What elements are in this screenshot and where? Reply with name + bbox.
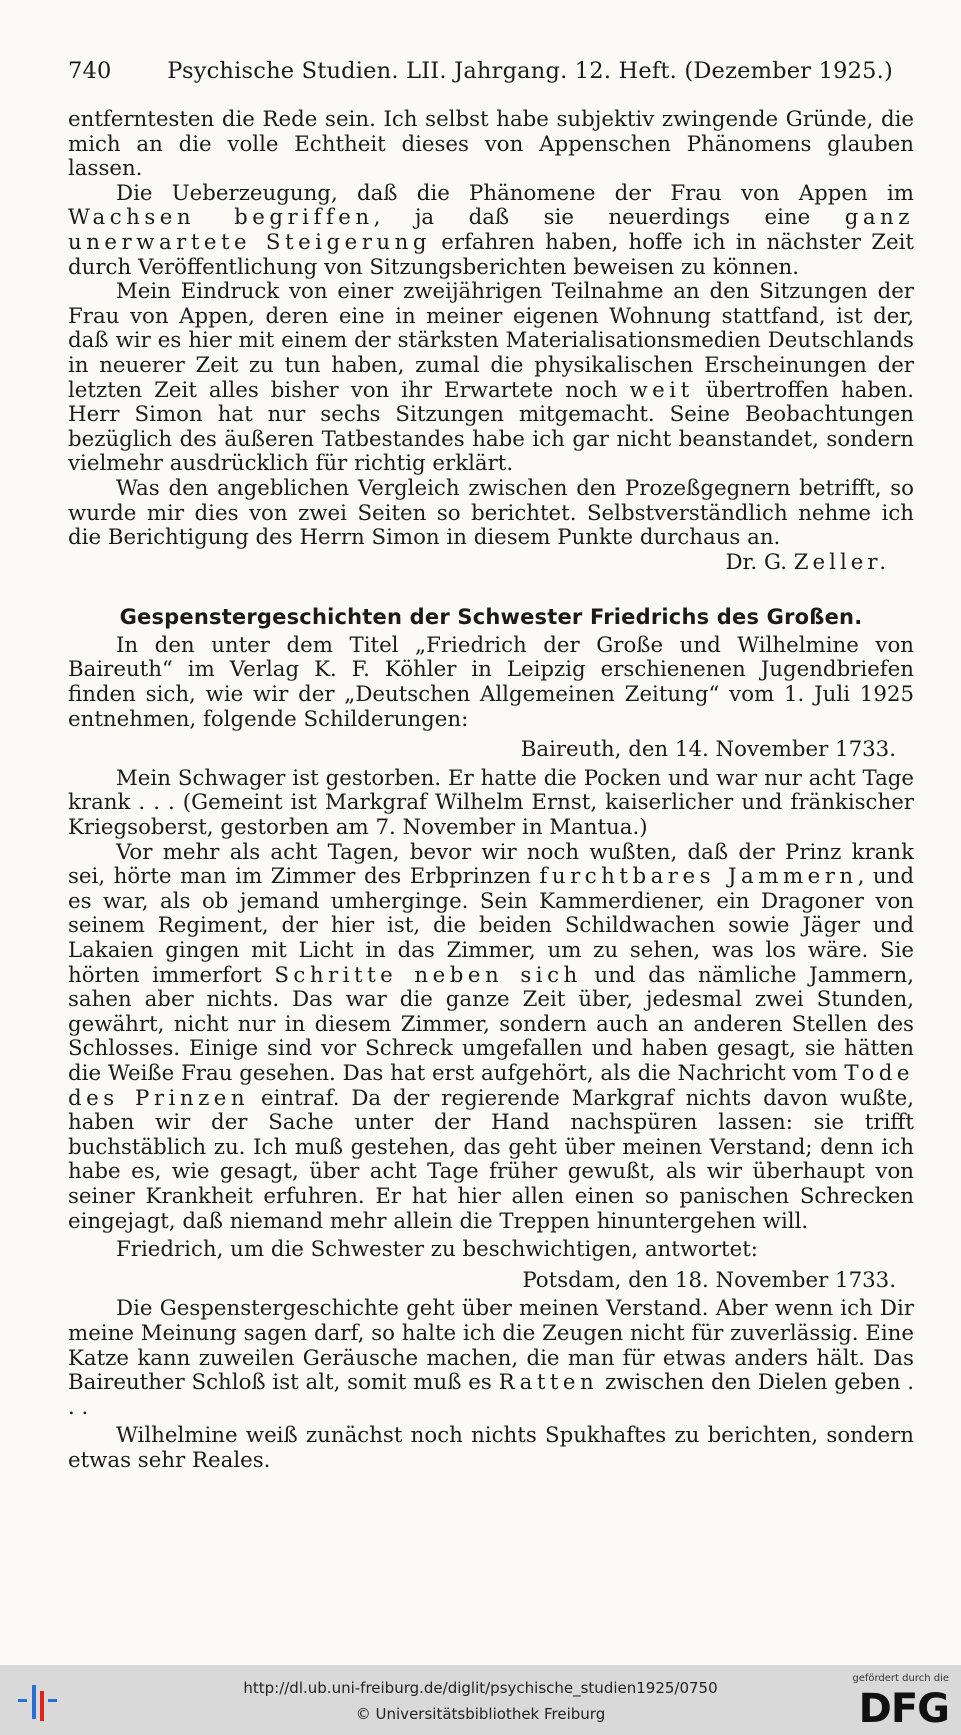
paragraph [68,280,914,477]
signature-name: Zeller. [793,549,890,575]
text-run: Mein Eindruck von einer zweijährigen Teilnahme an den Sitzungen der Frau von Appen, deren eine in meiner eigenen Wohnung stattfand, ist der, daß wir es hier mit einem der stärksten Materialisationsmedien Deutschlands in neuerer Zeit zu tun haben, zumal die physikalischen Erscheinungen der letzten Zeit alles bisher von ihr Erwartete noch [68,279,914,403]
article-body [68,108,914,1473]
funding-note: gefördert durch die [852,1673,949,1684]
spaced-emphasis: furchtbares Jammern [539,864,858,890]
paragraph [68,182,914,280]
letter-dateline: Potsdam, den 18. November 1733. [522,1267,896,1293]
paragraph: In den unter dem Titel „Friedrich der Große und Wilhelmine von Baireuth“ im Verlag K. F. Köhler in Leipzig erschienenen Jugendbriefen finden sich, wie wir der „Deutschen Allgemeinen Zeitung“ vom 1. Juli 1925 entnehmen, folgende Schilderungen: [68,632,914,732]
spaced-emphasis: Tode des Prinzen [68,1060,914,1111]
spaced-emphasis: weit [629,377,694,403]
spaced-emphasis: Schritte neben sich [274,962,582,988]
source-url-link[interactable]: http://dl.ub.uni-freiburg.de/diglit/psychische_studien1925/0750 [243,1679,718,1697]
paragraph [68,841,914,1235]
paragraph [68,1297,914,1420]
dfg-logo: DFG [858,1686,949,1732]
text-run: erfahren haben, hoffe ich in nächster Zeit durch Veröffentlichung von Sitzungsberichten beweisen zu können. [68,229,914,280]
spaced-emphasis: Ratten [498,1370,599,1396]
spaced-emphasis: Wachsen begriffen [68,205,374,231]
paragraph: Friedrich, um die Schwester zu beschwichtigen, antwortet: [116,1237,758,1263]
text-run: zwischen den Dielen geben . . . [68,1370,914,1420]
text-run: und das nämliche Jammern, sahen aber nichts. Das war die ganze Zeit über, jedesmal zwei Stunden, gewährt, nicht nur in diesem Zimmer, sondern auch an anderen Stellen des Schlosses. Einige sind vor Schreck umgefallen und haben gesagt, sie hätten die Weiße Frau gesehen. Das hat erst aufgehört, als die Nachricht vom [68,962,914,1086]
text-run: Die Ueberzeugung, daß die Phänomene der Frau von Appen im [116,180,914,206]
spaced-emphasis: ganz unerwartete Steigerung [68,205,914,255]
paragraph: entferntesten die Rede sein. Ich selbst habe subjektiv zwingende Gründe, die mich an die volle Echtheit dieses von Appenschen Phänomens glauben lassen. [68,107,914,182]
text-run: Vor mehr als acht Tagen, bevor wir noch wußten, daß der Prinz krank sei, hörte man im Zimmer des Erbprinzen [68,839,914,890]
copyright-notice: © Universitätsbibliothek Freiburg [355,1705,606,1723]
text-run: Die Gespenstergeschichte geht über meinen Verstand. Aber wenn ich Dir meine Meinung sagen darf, so halte ich die Zeugen nicht für zuverlässig. Eine Katze kann zuweilen Geräusche machen, die man für etwas anders hält. Das Baireuther Schloß ist alt, somit muß es [68,1296,914,1396]
signature-prefix: Dr. G. [725,549,787,575]
text-run: , ja daß sie neuerdings eine [373,205,845,231]
signature [68,551,914,576]
running-head: Psychische Studien. LII. Jahrgang. 12. Heft. (Dezember 1925.) [167,58,893,84]
letter-dateline: Baireuth, den 14. November 1733. [520,737,896,763]
section-heading: Gespenstergeschichten der Schwester Friedrichs des Großen. [119,605,863,630]
paragraph: Wilhelmine weiß zunächst noch nichts Spukhaftes zu berichten, sondern etwas sehr Reales. [68,1423,914,1473]
paragraph: Was den angeblichen Vergleich zwischen den Prozeßgegnern betrifft, so wurde mir dies von zwei Seiten so berichtet. Selbstverständlich nehme ich die Berichtigung des Herrn Simon in diesem Punkte durchaus an. [68,475,914,551]
paragraph: Mein Schwager ist gestorben. Er hatte die Pocken und war nur acht Tage krank . . . (Gemeint ist Markgraf Wilhelm Ernst, kaiserlicher und fränkischer Kriegsoberst, gestorben am 7. November in Mantua.) [68,765,914,841]
text-run: eintraf. Da der regierende Markgraf nichts davon wußte, haben wir der Sache unter der Hand nachspüren lassen: sie trifft buchstäblich zu. Ich muß gestehen, das geht über meinen Verstand; denn ich habe es, wie gesagt, über acht Tage früher gewußt, als wir überhaupt von seiner Krankheit erfuhren. Er hat hier allen einen so panischen Schrecken eingejagt, daß niemand mehr allein die Treppen hinuntergehen will. [68,1085,915,1234]
text-run: , und es war, als ob jemand umherginge. Sein Kammerdiener, ein Dragoner von seinem Regiment, der hier ist, die beiden Schildwachen sowie Jäger und Lakaien gingen mit Licht in das Zimmer, um zu sehen, was los wäre. Sie hörten immerfort [68,864,914,988]
text-run: übertroffen haben. Herr Simon hat nur sechs Sitzungen mitgemacht. Seine Beobachtungen bezüglich des äußeren Tatbestandes habe ich gar nicht beanstandet, sondern vielmehr ausdrücklich für richtig erklärt. [68,377,914,477]
viewer-footer [0,1665,961,1735]
page-number: 740 [68,58,112,84]
